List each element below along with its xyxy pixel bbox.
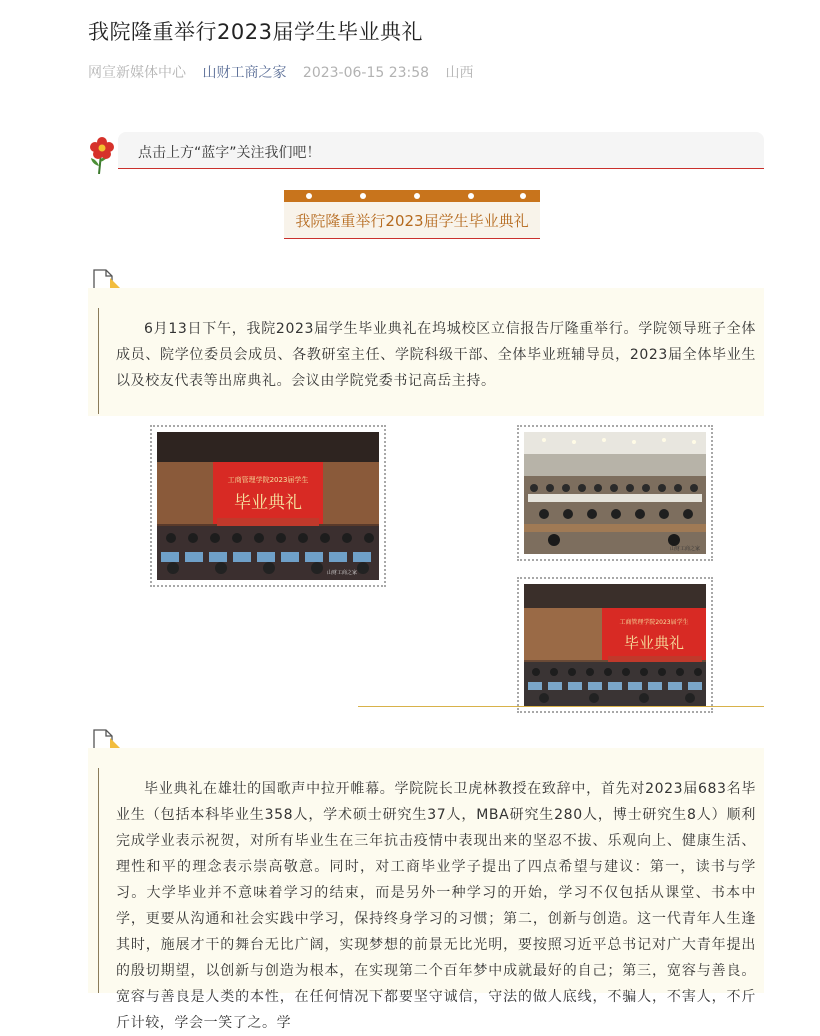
stage-banner-line1: 工商管理学院2023届学生 bbox=[227, 476, 309, 484]
stage-closeup-image bbox=[524, 584, 706, 706]
intro-panel bbox=[88, 288, 764, 416]
meta-datetime: 2023-06-15 23:58 bbox=[302, 65, 430, 81]
banner-bar bbox=[284, 190, 540, 202]
follow-text: 点击上方“蓝字”关注我们吧！ bbox=[138, 145, 321, 161]
photo-watermark: 山财工商之家 bbox=[669, 546, 700, 552]
meta-author: 网宣新媒体中心 bbox=[88, 65, 186, 81]
section-banner bbox=[284, 190, 540, 248]
banner-dot bbox=[468, 193, 474, 199]
panel-rule bbox=[98, 768, 99, 993]
meta-location: 山西 bbox=[445, 65, 474, 81]
stage-image bbox=[157, 432, 379, 580]
ceremony-photo-stage[interactable] bbox=[150, 425, 386, 587]
banner-dot bbox=[360, 193, 366, 199]
follow-prompt[interactable] bbox=[88, 128, 764, 176]
stage-banner-line2: 毕业典礼 bbox=[234, 493, 302, 513]
meta-account-link[interactable]: 山财工商之家 bbox=[202, 65, 287, 81]
banner-dot bbox=[414, 193, 420, 199]
speech-paragraph: 毕业典礼在雄壮的国歌声中拉开帷幕。学院院长卫虎林教授在致辞中，首先对2023届683名毕业生（包括本科毕业生358人，学术硕士研究生37人，MBA研究生280人，博士研究生8人）顺利完成学业表示祝贺，对所有毕业生在三年抗击疫情中表现出来的坚忍不拔、乐观向上、健康生活、理性和平的理念表示崇高敬意。同时，对工商毕业学子提出了四点希望与建议：第一，读书与学习。大学毕业并不意味着学习的结束，而是另外一种学习的开始，学习不仅包括从课堂、书本中学，更要从沟通和社会实践中学习，保持终身学习的习惯；第二，创新与创造。这一代青年人生逢其时，施展才干的舞台无比广阔，实现梦想的前景无比光明，要按照习近平总书记对广大青年提出的殷切期望，以创新与创造为根本，在实现第二个百年梦中成就最好的自己；第三，宽容与善良。宽容与善良是人类的本性，在任何情况下都要坚守诚信，守法的做人底线，不骗人，不害人，不斤斤计较，学会一笑了之。学 bbox=[116, 781, 756, 1031]
divider-line bbox=[358, 706, 764, 707]
flower-icon bbox=[88, 134, 116, 174]
banner-body bbox=[284, 202, 540, 239]
speech-panel bbox=[88, 748, 764, 1031]
intro-paragraph: 6月13日下午，我院2023届学生毕业典礼在坞城校区立信报告厅隆重举行。学院领导班子全体成员、院学位委员会成员、各教研室主任、学院科级干部、全体毕业班辅导员，2023届全体毕业生以及校友代表等出席典礼。会议由学院党委书记高岳主持。 bbox=[116, 321, 756, 389]
photo-watermark: 山财工商之家 bbox=[326, 570, 357, 576]
audience-image bbox=[524, 432, 706, 554]
banner-dot bbox=[520, 193, 526, 199]
stage-banner-line2: 毕业典礼 bbox=[623, 634, 685, 652]
banner-title: 我院隆重举行2023届学生毕业典礼 bbox=[295, 212, 529, 230]
article-meta bbox=[88, 62, 486, 82]
ceremony-photo-audience[interactable] bbox=[517, 425, 713, 561]
follow-bubble bbox=[118, 132, 764, 169]
ceremony-photo-stage-closeup[interactable] bbox=[517, 577, 713, 713]
stage-banner-line1: 工商管理学院2023届学生 bbox=[619, 619, 689, 626]
panel-rule bbox=[98, 308, 99, 414]
banner-dot bbox=[306, 193, 312, 199]
article-title: 我院隆重举行2023届学生毕业典礼 bbox=[88, 20, 423, 44]
